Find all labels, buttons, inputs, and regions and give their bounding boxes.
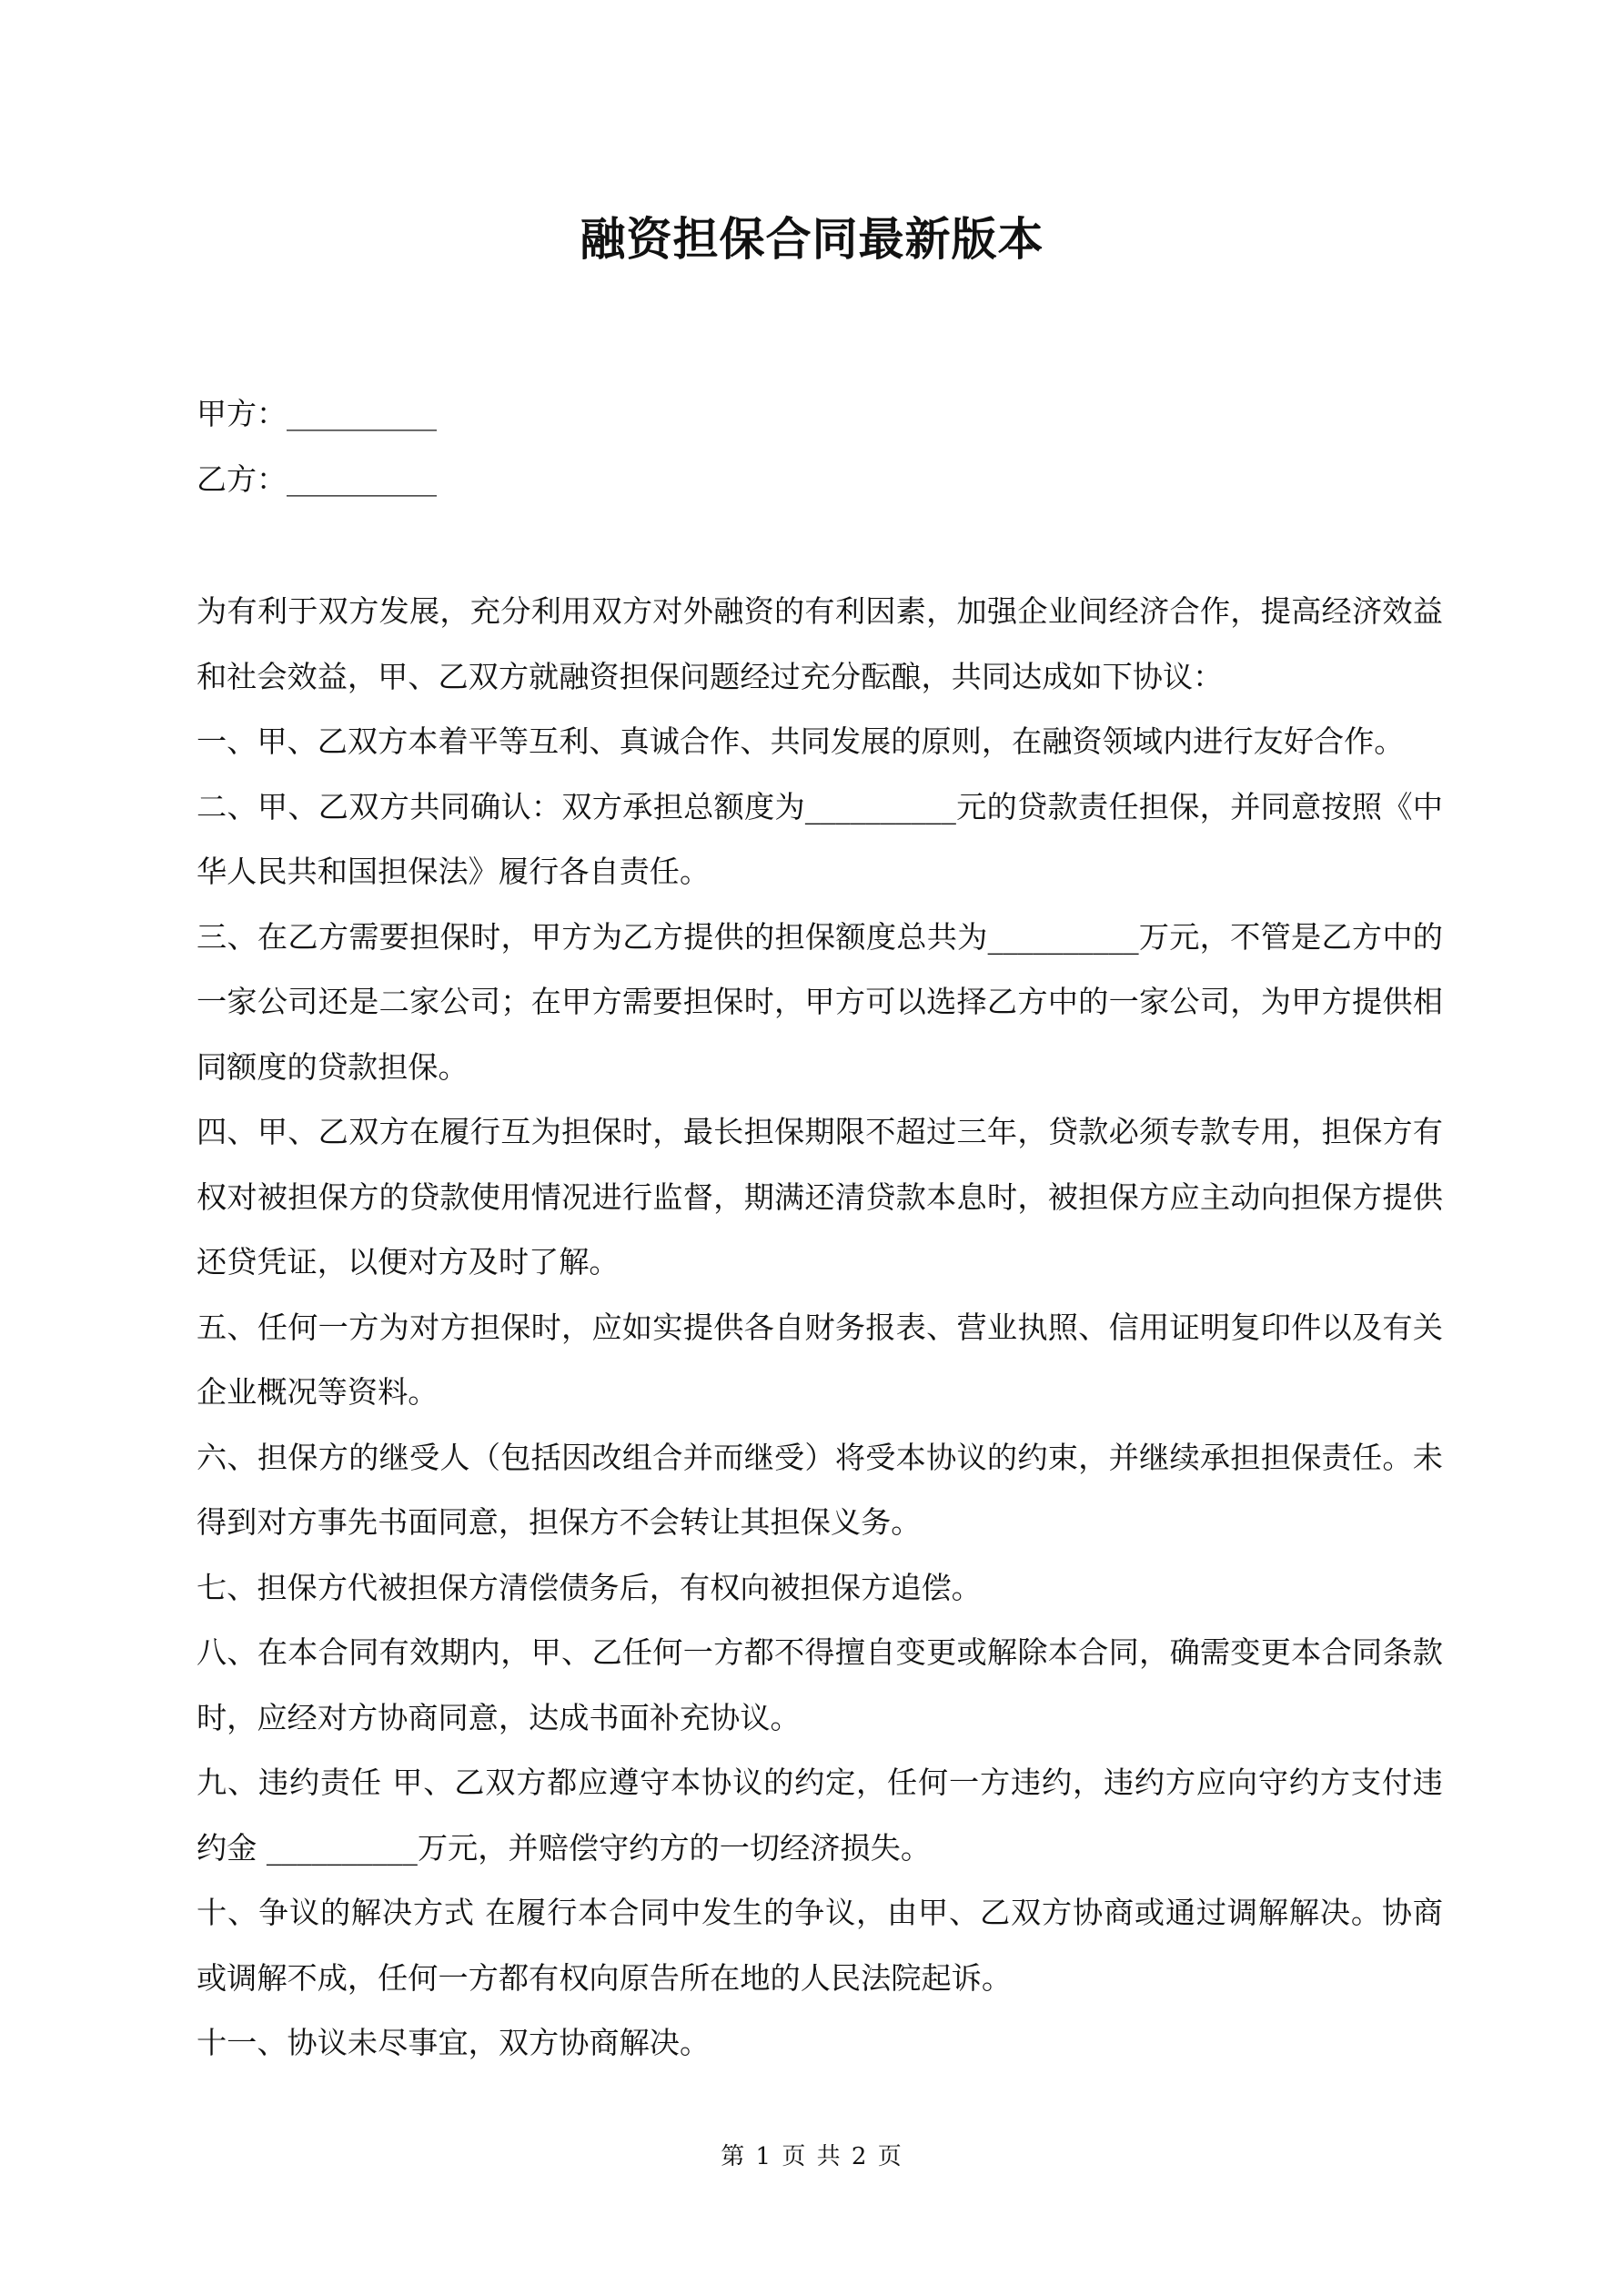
clause-2: 二、甲、乙双方共同确认：双方承担总额度为__________元的贷款责任担保，并同意按照《中华人民共和国担保法》履行各自责任。: [197, 788, 1443, 889]
preamble-paragraph: 为有利于双方发展，充分利用双方对外融资的有利因素，加强企业间经济合作，提高经济效益和社会效益，甲、乙双方就融资担保问题经过充分酝酿，共同达成如下协议：: [197, 593, 1443, 694]
clause-9: 九、违约责任 甲、乙双方都应遵守本协议的约定，任何一方违约，违约方应向守约方支付违约金 __________万元，并赔偿守约方的一切经济损失。: [197, 1765, 1443, 1866]
page-number-footer: 第 1 页 共 2 页: [721, 2143, 903, 2170]
clause-7: 七、担保方代被担保方清偿债务后，有权向被担保方追偿。: [197, 1569, 982, 1605]
document-title: 融资担保合同最新版本: [580, 212, 1044, 266]
clause-11: 十一、协议未尽事宜，双方协商解决。: [197, 2025, 711, 2060]
clause-3: 三、在乙方需要担保时，甲方为乙方提供的担保额度总共为__________万元，不管是乙方中的一家公司还是二家公司；在甲方需要担保时，甲方可以选择乙方中的一家公司，为甲方提供相同额度的贷款担保。: [197, 918, 1443, 1085]
clause-5: 五、任何一方为对方担保时，应如实提供各自财务报表、营业执照、信用证明复印件以及有关企业概况等资料。: [197, 1309, 1443, 1410]
party-a-line: 甲方：__________: [197, 396, 437, 431]
clause-8: 八、在本合同有效期内，甲、乙任何一方都不得擅自变更或解除本合同，确需变更本合同条款时，应经对方协商同意，达成书面补充协议。: [197, 1634, 1443, 1735]
clause-10: 十、争议的解决方式 在履行本合同中发生的争议，由甲、乙双方协商或通过调解解决。协商或调解不成，任何一方都有权向原告所在地的人民法院起诉。: [197, 1895, 1443, 1996]
party-b-line: 乙方：__________: [197, 461, 437, 497]
contract-body: [197, 579, 1443, 2076]
clause-1: 一、甲、乙双方本着平等互利、真诚合作、共同发展的原则，在融资领域内进行友好合作。: [197, 723, 1405, 759]
clause-6: 六、担保方的继受人（包括因改组合并而继受）将受本协议的约束，并继续承担担保责任。未得到对方事先书面同意，担保方不会转让其担保义务。: [197, 1439, 1443, 1540]
clause-4: 四、甲、乙双方在履行互为担保时，最长担保期限不超过三年，贷款必须专款专用，担保方有权对被担保方的贷款使用情况进行监督，期满还清贷款本息时，被担保方应主动向担保方提供还贷凭证，以便对方及时了解。: [197, 1114, 1443, 1279]
